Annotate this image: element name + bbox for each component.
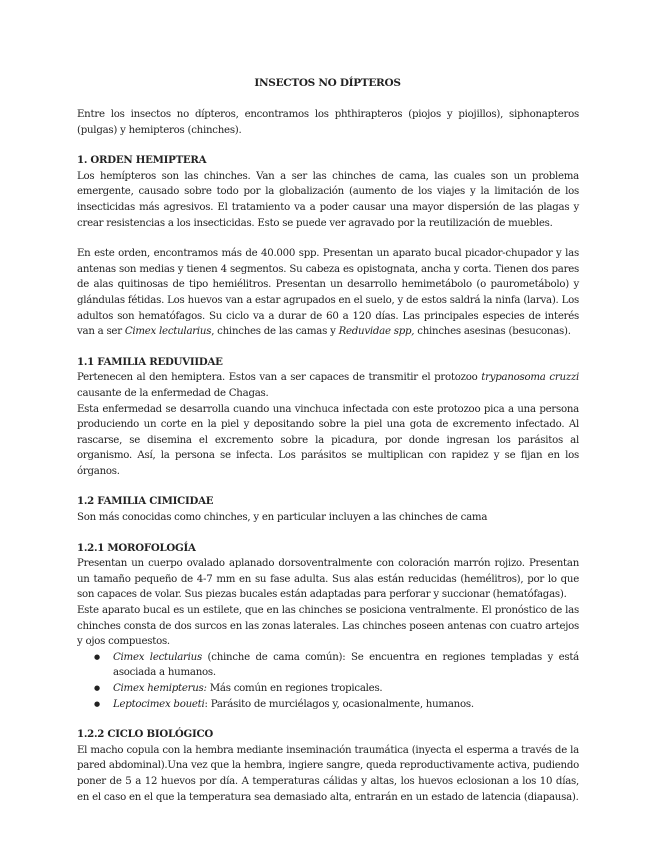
section-heading-familia-reduviidae: 1.1 FAMILIA REDUVIIDAE — [77, 355, 223, 368]
document-title: INSECTOS NO DÍPTEROS — [254, 77, 401, 89]
species-list — [77, 650, 579, 712]
species-name: Cimex lectularius — [113, 651, 202, 663]
section-heading-ciclo-biologico: 1.2.2 CICLO BIOLÓGICO — [77, 728, 213, 741]
section-heading-orden-hemiptera: 1. ORDEN HEMIPTERA — [77, 154, 207, 167]
paragraph: Son más conocidas como chinches, y en particular incluyen a las chinches de cama — [77, 512, 488, 524]
paragraph-text: causante de la enfermedad de Chagas. — [77, 387, 269, 399]
species-name: Leptocimex boueti — [113, 698, 205, 710]
paragraph-text: , chinches de las camas y — [211, 326, 339, 338]
section-heading-familia-cimicidae: 1.2 FAMILIA CIMICIDAE — [77, 495, 214, 508]
list-item — [113, 697, 579, 713]
list-item-text: Más común en regiones tropicales. — [206, 683, 383, 694]
paragraph: Este aparato bucal es un estilete, que en las chinches se posiciona ventralmente. El pronóstico de las chinches consta de dos surcos en las zonas laterales. Las chinches poseen antenas con cuatro artejos y ojos compuestos. — [77, 605, 579, 648]
document-body — [77, 107, 579, 805]
species-name: trypanosoma cruzzi — [481, 372, 579, 384]
paragraph: Los hemípteros son las chinches. Van a ser las chinches de cama, las cuales son un problema emergente, causado sobre todo por la globalización (aumento de los viajes y la limitación de los insecticidas más agresivos. El tratamiento va a poder causar una mayor dispersión de las plagas y crear resistencias a los insecticidas. Esto se puede ver agravado por la reutilización de muebles. — [77, 170, 579, 229]
paragraph-text: En este orden, encontramos más de 40.000 spp. Presentan un aparato bucal picador-chupador y las antenas son medias y tienen 4 segmentos. Su cabeza es opistognata, ancha y corta. Tienen dos pares de alas quitinosas de tipo hemiélitros. Presentan un desarrollo hemimetábolo (o paurometábolo) y glándulas fétidas. Los huevos van a estar agrupados en el suelo, y de estos saldrá la ninfa (larva). Los adultos son hematófagos. Su ciclo va a durar de 60 a 120 días. Las principales especies de interés van a ser — [77, 248, 579, 338]
list-item — [113, 681, 579, 697]
species-name: Reduvidae spp, — [338, 326, 415, 338]
paragraph-text: Pertenecen al den hemiptera. Estos van a ser capaces de transmitir el protozoo — [77, 372, 482, 384]
paragraph — [77, 370, 579, 401]
paragraph: Presentan un cuerpo ovalado aplanado dorsoventralmente con coloración marrón rojizo. Presentan un tamaño pequeño de 4-7 mm en su fase adulta. Sus alas están reducidas (hemélitros), por lo que son capaces de volar. Sus piezas bucales están adaptadas para perforar y succionar (hematófagas). — [77, 558, 579, 601]
list-item-text: : Parásito de murciélagos y, ocasionalmente, humanos. — [204, 698, 474, 710]
paragraph: El macho copula con la hembra mediante inseminación traumática (inyecta el esperma a través de la pared abdominal).Una vez que la hembra, ingiere sangre, queda reproductivamente activa, pudiendo poner de 5 a 12 huevos por día. A temperaturas cálidas y altas, los huevos eclosionan a los 10 días, en el caso en el que la temperatura sea demasiado alta, entrarán en un estado de latencia (diapausa). — [77, 744, 579, 803]
paragraph-text: chinches asesinas (besuconas). — [414, 326, 571, 338]
intro-paragraph: Entre los insectos no dípteros, encontramos los phthirapteros (piojos y piojillos), siphonapteros (pulgas) y hemipteros (chinches). — [77, 109, 579, 136]
species-name: Cimex hemipterus: — [113, 683, 207, 694]
species-name: Cimex lectularius — [124, 326, 212, 338]
list-item — [113, 650, 579, 681]
paragraph: Esta enfermedad se desarrolla cuando una vinchuca infectada con este protozoo pica a una persona produciendo un corte en la piel y depositando sobre la piel una gota de excremento infectado. Al rascarse, se disemina el excremento sobre la picadura, por donde ingresan los parásitos al organismo. Así, la persona se infecta. Los parásitos se multiplican con rapidez y se fijan en los órganos. — [77, 403, 579, 477]
section-heading-morfologia: 1.2.1 MOROFOLOGÍA — [77, 541, 196, 554]
list-item-text: (chinche de cama común): Se encuentra en regiones templadas y está asociada a humanos. — [113, 651, 579, 679]
paragraph — [77, 246, 579, 340]
